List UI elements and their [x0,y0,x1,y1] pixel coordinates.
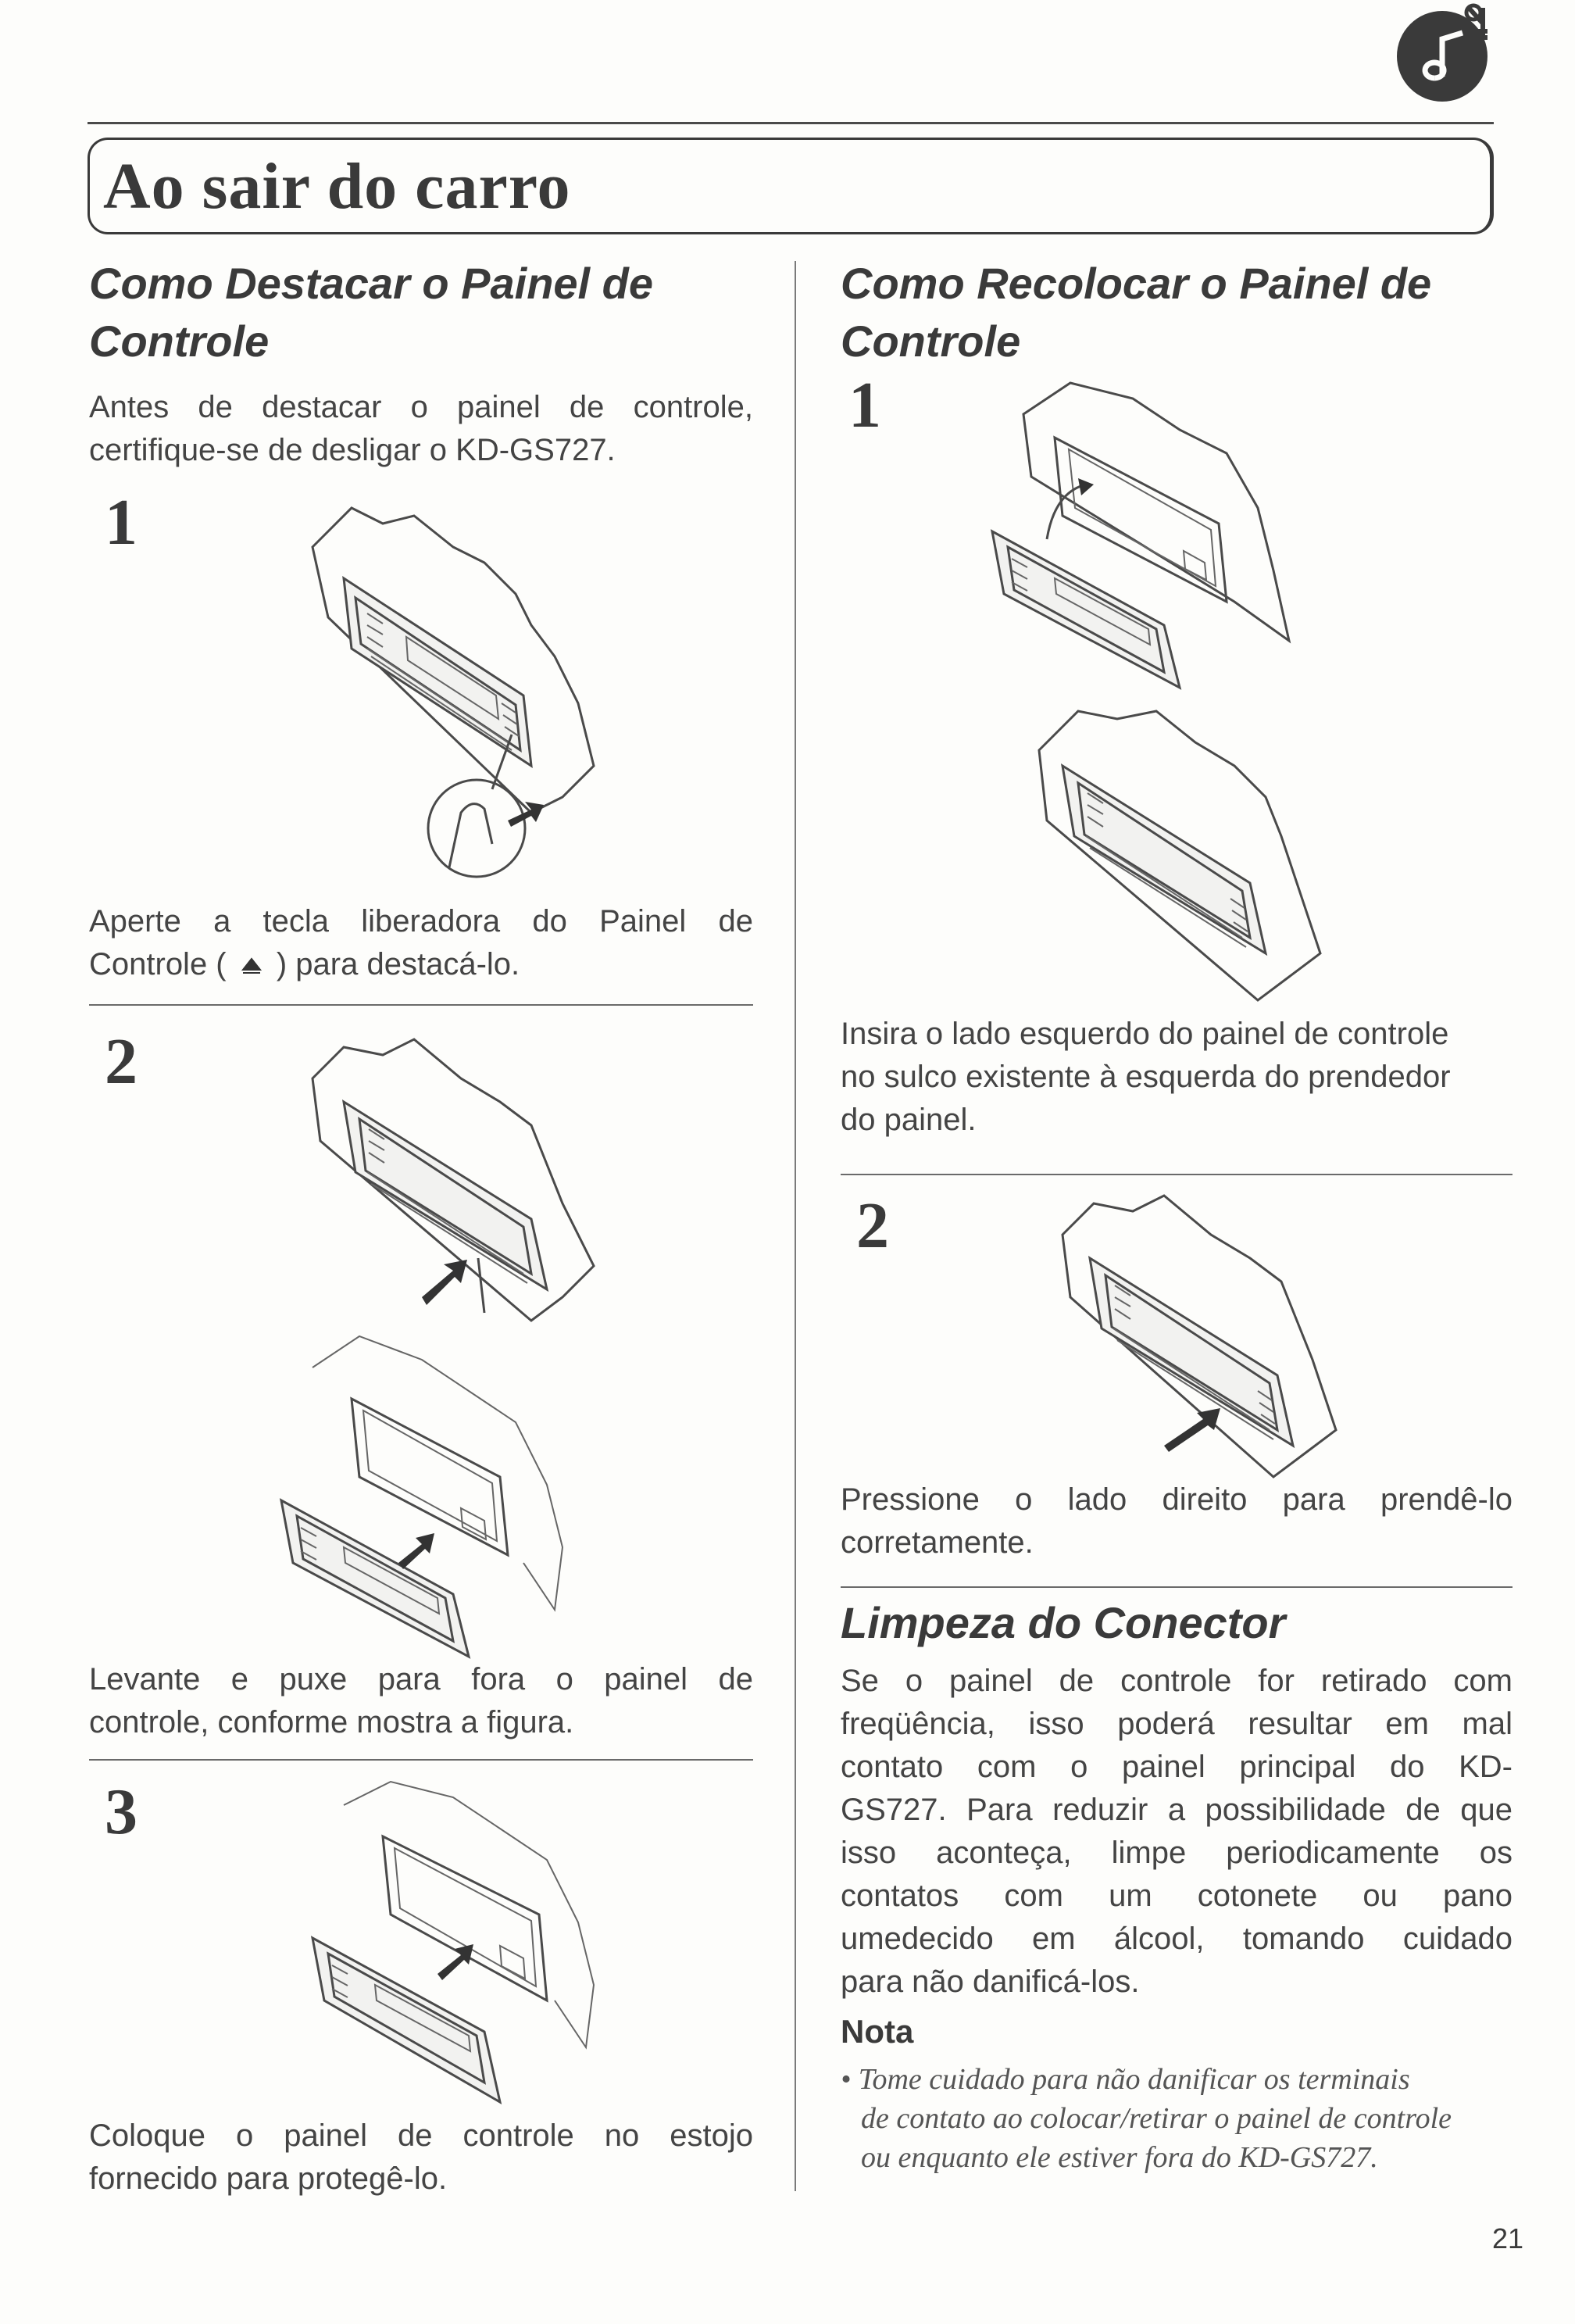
cleaning-line-5: isso aconteça, limpe periodicamente os [841,1836,1512,1870]
left-heading-line1: Como Destacar o Painel de [89,259,654,308]
illustration-insert-left-side [977,375,1305,672]
note-line-2: de contato ao colocar/retirar o painel de controle [861,2102,1452,2135]
left-step-2-caption-line1: Levante e puxe para fora o painel de [89,1662,753,1697]
right-heading-line1: Como Recolocar o Painel de [841,259,1432,308]
right-step-2-number: 2 [856,1189,889,1262]
right-heading [841,255,1431,370]
right-step-1-number: 1 [848,369,881,442]
illustration-store-in-case [297,1774,625,2118]
note-text [841,2060,1512,2177]
header-rule [88,122,1494,124]
right-step-1-caption-line1: Insira o lado esquerdo do painel de controle [841,1017,1449,1051]
note-heading: Nota [841,2013,914,2050]
right-step-2-caption-line1: Pressione o lado direito para prendê-lo [841,1482,1512,1517]
cleaning-line-3: contato com o painel principal do KD- [841,1750,1512,1784]
cleaning-heading: Limpeza do Conector [841,1598,1286,1647]
left-step-1-number: 1 [105,486,138,559]
eject-icon [240,954,263,978]
illustration-press-right-side [1047,1188,1359,1485]
left-step-3-number: 3 [105,1775,138,1848]
illustration-press-release-button [297,500,625,891]
left-heading [89,255,653,370]
cleaning-line-7: umedecido em álcool, tomando cuidado [841,1922,1512,1956]
right-step-1-caption-line3: do painel. [841,1103,977,1137]
left-step-3-caption-line1: Coloque o painel de controle no estojo [89,2118,753,2153]
left-step-2-number: 2 [105,1025,138,1098]
cleaning-line-8: para não danificá-los. [841,1965,1140,1999]
note-line-3: ou enquanto ele estiver fora do KD-GS727. [861,2141,1378,2174]
cleaning-line-1: Se o painel de controle for retirado com [841,1664,1512,1698]
music-note-key-icon [1391,0,1500,109]
left-step-2-caption [89,1658,753,1744]
cleaning-line-4: GS727. Para reduzir a possibilidade de que [841,1793,1512,1827]
left-step-1-caption-pre: Controle ( [89,947,227,981]
left-step-1-caption-line1: Aperte a tecla liberadora do Painel de [89,904,753,939]
right-step-rule-1 [841,1174,1512,1175]
left-intro-line2: certifique-se de desligar o KD-GS727. [89,433,616,467]
note-line-1: • Tome cuidado para não danificar os terminais [841,2063,1410,2096]
left-step-rule-1 [89,1004,753,1006]
left-step-rule-2 [89,1759,753,1761]
right-step-2-caption-line2: corretamente. [841,1525,1034,1560]
cleaning-paragraph [841,1660,1512,2004]
page-title: Ao sair do carro [103,150,571,223]
right-step-2-caption [841,1478,1512,1564]
right-step-1-caption [841,1013,1512,1142]
right-step-1-caption-line2: no sulco existente à esquerda do prendedor [841,1060,1451,1094]
right-heading-line2: Controle [841,316,1021,366]
illustration-pull-panel [266,1328,594,1672]
left-step-1-caption [89,900,753,986]
page-number: 21 [1492,2222,1524,2254]
illustration-panel-inserted [1023,703,1352,1000]
left-intro [89,386,753,472]
cleaning-line-6: contatos com um cotonete ou pano [841,1879,1512,1913]
left-intro-line1: Antes de destacar o painel de controle, [89,390,753,424]
column-divider [795,261,796,2191]
left-step-1-caption-post: ) para destacá-lo. [276,947,520,981]
cleaning-line-2: freqüência, isso poderá resultar em mal [841,1707,1512,1741]
left-step-1-caption-line2 [89,943,753,986]
left-heading-line2: Controle [89,316,270,366]
left-step-2-caption-line2: controle, conforme mostra a figura. [89,1705,574,1739]
right-step-rule-2 [841,1586,1512,1588]
illustration-lift-panel [297,1031,625,1344]
left-step-3-caption [89,2115,753,2201]
left-step-3-caption-line2: fornecido para protegê-lo. [89,2161,448,2196]
